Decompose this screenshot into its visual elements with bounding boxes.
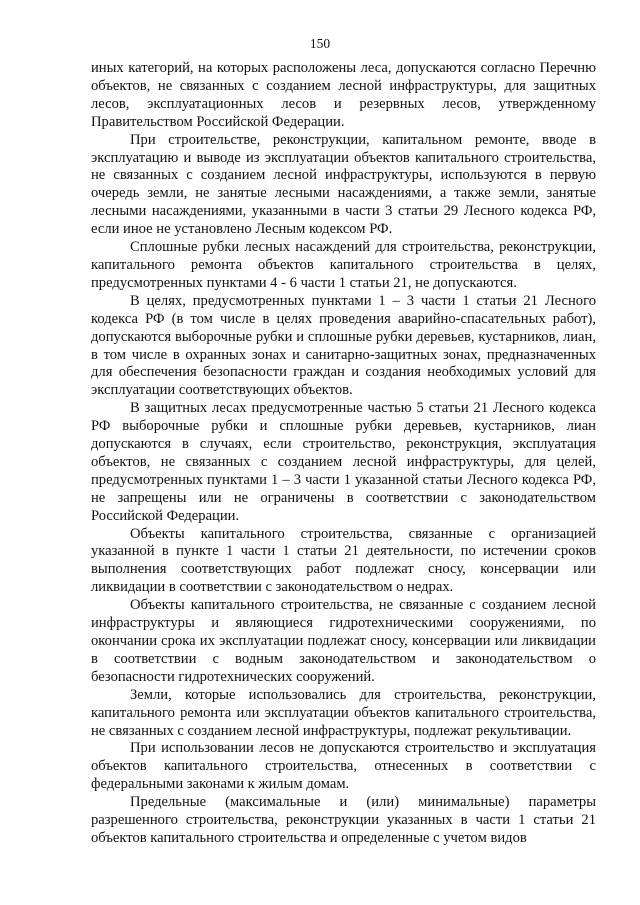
paragraph: При строительстве, реконструкции, капитальном ремонте, вводе в эксплуатацию и выводе из эксплуатации объектов капитального строительства, не связанных с созданием лесной инфраструктуры, используются в первую очередь земли, не занятые лесными насаждениями, а также земли, занятые лесными насаждениями, указанными в части 3 статьи 29 Лесного кодекса РФ, если иное не установлено Лесным кодексом РФ. <box>91 131 596 238</box>
document-body <box>91 60 596 848</box>
paragraph: Предельные (максимальные и (или) минимальные) параметры разрешенного строительства, реконструкции указанных в части 1 статьи 21 объектов капитального строительства и определенные с учетом видов <box>91 794 596 846</box>
paragraph: Сплошные рубки лесных насаждений для строительства, реконструкции, капитального ремонта объектов капитального строительства в целях, предусмотренных пунктами 4 - 6 части 1 статьи 21, не допускаются. <box>91 239 596 291</box>
paragraph: В защитных лесах предусмотренные частью 5 статьи 21 Лесного кодекса РФ выборочные рубки и сплошные рубки деревьев, кустарников, лиан допускаются в случаях, если строительство, реконструкция, эксплуатация объектов, не связанных с созданием лесной инфраструктуры, для целей, предусмотренных пунктами 1 – 3 части 1 указанной статьи Лесного кодекса РФ, не запрещены или не ограничены в соответствии с законодательством Российской Федерации. <box>91 400 596 524</box>
paragraph: Земли, которые использовались для строительства, реконструкции, капитального ремонта или эксплуатации объектов капитального строительства, не связанных с созданием лесной инфраструктуры, подлежат рекультивации. <box>91 686 596 739</box>
paragraph: В целях, предусмотренных пунктами 1 – 3 части 1 статьи 21 Лесного кодекса РФ (в том числе в целях проведения аварийно-спасательных работ), допускаются выборочные рубки и сплошные рубки деревьев, кустарников, лиан, в том числе в охранных зонах и санитарно-защитных зонах, предназначенных для обеспечения безопасности граждан и создания необходимых условий для эксплуатации соответствующих объектов. <box>91 292 596 399</box>
paragraph: иных категорий, на которых расположены леса, допускаются согласно Перечню объектов, не связанных с созданием лесной инфраструктуры, для защитных лесов, эксплуатационных лесов и резервных лесов, утвержденному Правительством Российской Федерации. <box>91 60 596 130</box>
paragraph: Объекты капитального строительства, связанные с организацией указанной в пункте 1 части 1 статьи 21 деятельности, по истечении сроков выполнения соответствующих работ подлежат сносу, консервации или ликвидации в соответствии с законодательством о недрах. <box>91 525 596 596</box>
paragraph: При использовании лесов не допускаются строительство и эксплуатация объектов капитального строительства, отнесенных в соответствии с федеральными законами к жилым домам. <box>91 740 596 793</box>
paragraph: Объекты капитального строительства, не связанные с созданием лесной инфраструктуры и являющиеся гидротехническими сооружениями, по окончании срока их эксплуатации подлежат сносу, консервации или ликвидации в соответствии с водным законодательством и законодательством о безопасности гидротехнических сооружений. <box>91 597 596 685</box>
page-number: 150 <box>309 36 331 51</box>
